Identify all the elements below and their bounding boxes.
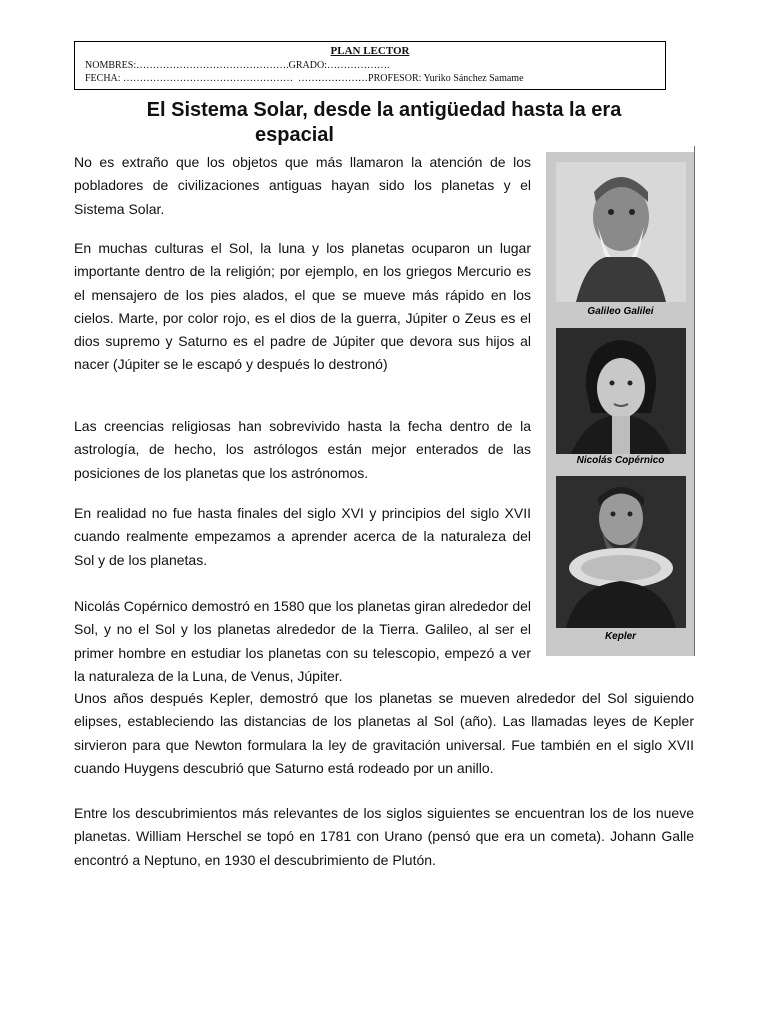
paragraph-5: Nicolás Copérnico demostró en 1580 que los planetas giran alrededor del Sol, y no el Sol y los planetas alrededor de la Tierra. Galileo, al ser el primer hombre en estudiar los planetas con su telescopio, empezó a ver la naturaleza de la Luna, de Venus, Júpiter. (74, 598, 531, 684)
nombres-grado-line: NOMBRES:……………………………………….GRADO:………………. (85, 60, 390, 71)
portrait-galileo-icon (556, 162, 686, 302)
paragraph-2: En muchas culturas el Sol, la luna y los planetas ocuparon un lugar importante dentro de la religión; por ejemplo, en los griegos Mercurio es el mensajero de los pies alados, el que se mueve más rápido en los cielos. Marte, por color rojo, es el dios de la guerra, Júpiter o Zeus es el dios supremo y Saturno es el padre de Júpiter que devora sus hijos al nacer (Júpiter se le escapó y después lo destronó) (74, 240, 531, 373)
portraits-panel (546, 152, 695, 656)
portrait-kepler-icon (556, 476, 686, 628)
paragraph-6: Unos años después Kepler, demostró que los planetas se mueven alrededor del Sol siguiendo elipses, estableciendo las distancias de los planetas al Sol (año). Las llamadas leyes de Kepler sirvieron para que Newton formulara la ley de gravitación universal. Fue también en el siglo XVII cuando Huygens descubrió que Saturno está rodeado por un anillo. (74, 690, 694, 776)
document-title-line-1: El Sistema Solar, desde la antigüedad hasta la era (146, 99, 622, 121)
paragraph-1: No es extraño que los objetos que más llamaron la atención de los pobladores de civilizaciones antiguas hayan sido los planetas y el Sistema Solar. (74, 154, 531, 217)
caption-copernico: Nicolás Copérnico (576, 455, 665, 466)
caption-kepler: Kepler (604, 631, 637, 642)
paragraph-3: Las creencias religiosas han sobrevivido hasta la fecha dentro de la astrología, de hecho, los astrólogos están mejor enterados de las posiciones de los planetas que los astrónomos. (74, 418, 531, 481)
fecha-profesor-line: FECHA: …………………………………………… …………………PROFESOR: Yuriko Sánchez Samame (85, 73, 524, 84)
paragraph-7: Entre los descubrimientos más relevantes de los siglos siguientes se encuentran los de los nueve planetas. William Herschel se topó en 1781 con Urano (pensó que era un cometa). Johann Galle encontró a Neptuno, en 1930 el descubrimiento de Plutón. (74, 805, 694, 868)
plan-lector-title: PLAN LECTOR (330, 45, 410, 57)
header-form-box (74, 41, 666, 90)
portrait-copernico-icon (556, 328, 686, 454)
document-title-line-2: espacial (255, 124, 334, 146)
panel-edge-line (694, 146, 695, 656)
paragraph-4: En realidad no fue hasta finales del siglo XVI y principios del siglo XVII cuando realmente empezamos a aprender acerca de la naturaleza del Sol y de los planetas. (74, 505, 531, 568)
caption-galileo: Galileo Galilei (587, 306, 654, 317)
